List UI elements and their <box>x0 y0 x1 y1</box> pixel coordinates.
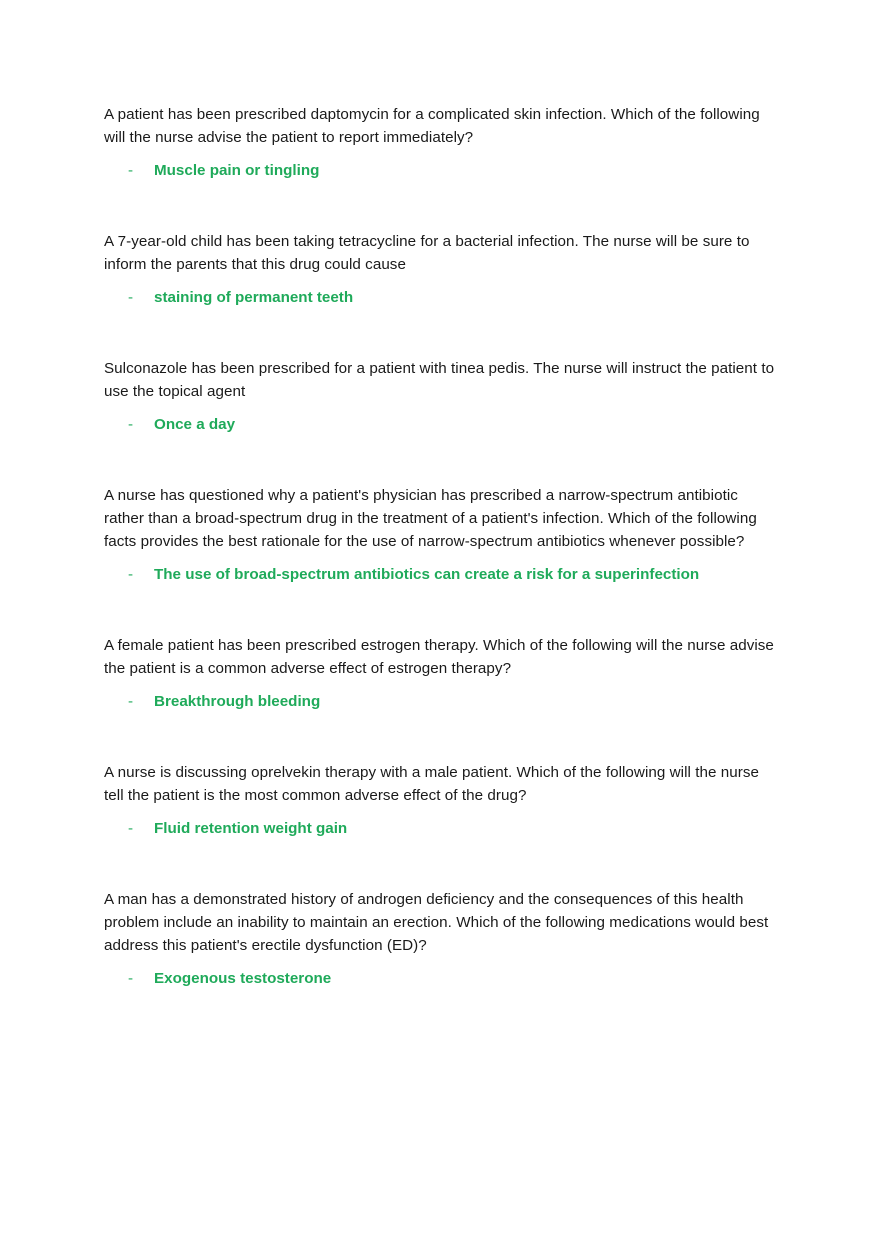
answer-row <box>104 413 780 436</box>
spacer <box>104 182 780 230</box>
bullet-dash: - <box>128 820 134 837</box>
answer-row <box>104 690 780 713</box>
qa-item <box>104 230 780 309</box>
answer-text: Once a day <box>154 416 236 433</box>
answer-text: Exogenous testosterone <box>154 970 332 987</box>
qa-item <box>104 888 780 990</box>
spacer <box>104 309 780 357</box>
answer-row <box>104 563 780 586</box>
bullet-dash: - <box>128 289 134 306</box>
spacer <box>104 840 780 888</box>
bullet-dash: - <box>128 566 134 583</box>
answer-row <box>104 967 780 990</box>
bullet-dash: - <box>128 693 134 710</box>
answer-text: Muscle pain or tingling <box>154 162 320 179</box>
question-text: A 7-year-old child has been taking tetracycline for a bacterial infection. The nurse will be sure to inform the parents that this drug could cause <box>104 233 750 273</box>
answer-row <box>104 159 780 182</box>
answer-row <box>104 817 780 840</box>
answer-text: The use of broad-spectrum antibiotics can create a risk for a superinfection <box>154 566 700 583</box>
answer-text: Breakthrough bleeding <box>154 693 321 710</box>
spacer <box>104 436 780 484</box>
answer-text: staining of permanent teeth <box>154 289 354 306</box>
spacer <box>104 586 780 634</box>
qa-item <box>104 634 780 713</box>
spacer <box>104 713 780 761</box>
qa-item <box>104 484 780 586</box>
qa-item <box>104 357 780 436</box>
question-text: A female patient has been prescribed estrogen therapy. Which of the following will the nurse advise the patient is a common adverse effect of estrogen therapy? <box>104 637 774 677</box>
bullet-dash: - <box>128 970 134 987</box>
question-text: A nurse is discussing oprelvekin therapy with a male patient. Which of the following will the nurse tell the patient is the most common adverse effect of the drug? <box>104 764 759 804</box>
question-text: Sulconazole has been prescribed for a patient with tinea pedis. The nurse will instruct the patient to use the topical agent <box>104 360 775 400</box>
question-text: A patient has been prescribed daptomycin for a complicated skin infection. Which of the following will the nurse advise the patient to report immediately? <box>104 106 760 146</box>
answer-text: Fluid retention weight gain <box>154 820 348 837</box>
answer-row <box>104 286 780 309</box>
qa-item <box>104 103 780 182</box>
bullet-dash: - <box>128 416 134 433</box>
question-text: A nurse has questioned why a patient's physician has prescribed a narrow-spectrum antibiotic rather than a broad-spectrum drug in the treatment of a patient's infection. Which of the following facts provides the best rationale for the use of narrow-spectrum antibiotics whenever possible? <box>104 487 757 550</box>
question-text: A man has a demonstrated history of androgen deficiency and the consequences of this health problem include an inability to maintain an erection. Which of the following medications would best address this patient's erectile dysfunction (ED)? <box>104 891 769 954</box>
qa-item <box>104 761 780 840</box>
bullet-dash: - <box>128 162 134 179</box>
